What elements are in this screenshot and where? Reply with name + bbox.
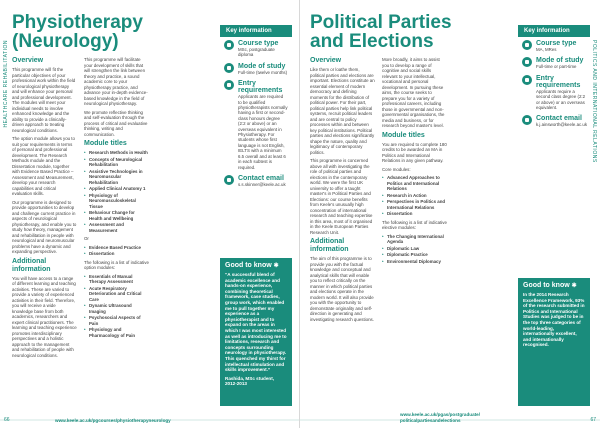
- module-intro: You are required to complete 180 credits to be awarded an MA in Politics and International Relations in any given pathway.: [382, 141, 447, 163]
- key-info-text: MSc, postgraduate diploma: [238, 47, 275, 58]
- module-item: • Evidence Based Practice: [84, 245, 149, 251]
- key-info-title: Mode of study: [536, 57, 584, 65]
- module-list: [84, 150, 149, 233]
- key-info-text: Applicants are required to be qualified physiotherapists normally having a first or second-class honours degree (2:2 or above) or an overseas equivalent in Physiotherapy. For students whose first language is not English, IELTS with a minimum 6.5 overall and at least 6 in each subtest is required.: [238, 94, 288, 170]
- title-line-2: and Elections: [310, 31, 434, 52]
- fact-text: In the 2014 Research Excellence Framework, 93% of the research submitted in Politics and International Studies was judged to be in the top three categories of world-leading, internationally excellent, and internationally recognised.: [523, 292, 585, 348]
- module-list-b: [84, 245, 149, 257]
- module-item: • Applied Clinical Anatomy 1: [84, 186, 149, 192]
- content-columns: [12, 57, 149, 361]
- entry-icon: [522, 75, 532, 85]
- key-info-item: [518, 72, 590, 113]
- page-number: 67: [590, 417, 596, 423]
- option-item: • Diplomatic Law: [382, 246, 447, 252]
- key-info-title: Entry requirements: [238, 80, 283, 95]
- module-item: • Behaviour Change for Health and Wellbeing: [84, 210, 149, 221]
- email-icon: [224, 175, 234, 185]
- or-label: Or: [84, 236, 89, 241]
- mode-icon: [522, 57, 532, 67]
- intro-paragraph: More broadly, it aims to assist you to develop a range of cognitive and social skills relevant to your intellectual, vocational and personal development. In pursuing these aims, the course seeks to prepare you for a variety of professional careers, including those in governmental and non-governmental organisations, the media and business, or for research beyond master's level.: [382, 57, 445, 128]
- key-info-item: [518, 37, 590, 54]
- key-info-title: Course type: [238, 40, 279, 47]
- key-information-header: Key information: [518, 25, 590, 37]
- page-title: [310, 13, 452, 51]
- module-item: • Concepts of Neurological Rehabilitation: [84, 157, 149, 168]
- page-number: 66: [4, 417, 10, 423]
- column-2: [84, 57, 149, 361]
- key-info-title: Contact email: [536, 115, 582, 123]
- module-list: [382, 175, 447, 217]
- additional-heading: Additional information: [310, 238, 349, 253]
- key-info-title: Entry requirements: [536, 74, 581, 89]
- key-info-text: MA, MRes: [536, 47, 557, 52]
- key-info-item: [220, 172, 292, 189]
- overview-paragraph: This programme is concerned above all with investigating the role of political parties and elections in the contemporary world. We were the first UK university to offer a taught master's in Political Parties and Elections: our course benefits from Keele's unusually high concentration of international research and teaching expertise in this area, most of it organised in the Keele European Parties Research Unit.: [310, 158, 373, 235]
- right-page: [300, 0, 600, 428]
- option-list: [382, 234, 447, 265]
- key-information-panel: [518, 25, 590, 130]
- page-title: [12, 13, 143, 51]
- module-note: The following is a list of indicative elective modules:: [382, 219, 447, 230]
- key-info-text: Applicants require a second class degree (2:2 or above) or an overseas equivalent.: [536, 88, 586, 111]
- option-item: • Diplomatic Practice: [382, 252, 447, 258]
- additional-paragraph: The aim of this programme is to provide you with the factual knowledge and conceptual and analytical skills that will enable you to reflect critically on the manner in which political parties and elections operate in the modern world. It will also provide you with the opportunity to demonstrate originality and self-direction in generating and investigating research questions.: [310, 256, 374, 322]
- overview-paragraph: Like them or loathe them, political parties and elections are important. Elections constitute an essential element of modern democracy and defining moments for the distribution of political power. For their part, political parties help link political systems, recruit political leaders and are central to policy processes within and between key political institutions. Political parties and elections significantly shape the nature, quality and legitimacy of contemporary politics.: [310, 67, 375, 155]
- good-to-know-box: [518, 278, 590, 406]
- module-item: • Assistive Technologies in Neuromuscular Rehabilitation: [84, 169, 149, 186]
- side-tab: POLITICS AND INTERNATIONAL RELATIONS: [591, 40, 597, 163]
- module-note: The following is a list of indicative option modules:: [84, 259, 149, 270]
- key-info-text: Full-time or part-time: [536, 64, 577, 70]
- additional-heading: Additional information: [12, 257, 51, 273]
- footer-url[interactable]: [400, 412, 480, 424]
- module-item: • Dissertation: [84, 251, 149, 257]
- module-heading: Module titles: [84, 140, 127, 147]
- key-information-header: Key information: [220, 25, 292, 37]
- module-item: • Research in Action: [382, 193, 447, 199]
- option-item: • Essentials of Manual Therapy Assessment: [84, 274, 149, 285]
- module-item: • Dissertation: [382, 211, 447, 217]
- key-information-panel: [220, 25, 292, 189]
- module-item: • Physiology of Neuromusculoskeletal Tissue: [84, 193, 149, 210]
- key-info-title: Contact email: [238, 174, 284, 182]
- module-heading: Module titles: [382, 131, 425, 139]
- course-type-icon: [224, 40, 234, 50]
- testimonial-quote: “A successful blend of academic excellence and hands-on experience, combining theoretical framework, case studies, group work, which enabled me to pull together my experience as a physiotherapist and to expand on the areas in which I was most interested as well as introducing me to limitations, research and concepts surrounding neurology in physiotherapy. This quenched my thirst for intellectual stimulation and skills improvement.”: [225, 272, 287, 373]
- key-info-item: [220, 37, 292, 60]
- footer-url-line-2: politicalpartiesandelections: [400, 418, 461, 423]
- contact-email-link[interactable]: k.j.ainsworth@keele.ac.uk: [536, 122, 588, 128]
- option-item: • Acute Respiratory Deterioration and Critical Care: [84, 286, 149, 303]
- key-info-text: Full-time (twelve months): [238, 69, 288, 75]
- overview-heading: Overview: [310, 57, 342, 64]
- core-label: Core modules:: [382, 166, 411, 172]
- intro-paragraph: This programme will facilitate your development of skills that will strengthen the link between theory and practice, a sound academic core to your physiotherapy practice, and advance your in-depth evidence-based knowledge in the field of neurological physiotherapy.: [84, 57, 148, 106]
- option-item: • Environmental Diplomacy: [382, 259, 447, 265]
- key-info-item: [220, 60, 292, 77]
- good-to-know-box: [220, 258, 292, 406]
- good-to-know-title: Good to know: [523, 282, 570, 289]
- module-item: • Perspectives in Politics and International Relations: [382, 199, 447, 210]
- column-1: [12, 57, 77, 361]
- key-info-item: [220, 77, 292, 172]
- footer-url-line-1: www.keele.ac.uk/pgas/postgraduate/: [400, 412, 480, 417]
- title-line-2: (Neurology): [12, 31, 119, 52]
- column-2: [382, 57, 447, 325]
- overview-heading: Overview: [12, 57, 44, 64]
- overview-paragraph: Our programme is designed to provide opportunities to develop and challenge current practice in aspects of neurological physiotherapy, and enable you to study how theory, management and rehabilitation in people with neurological and neuromuscular problems have a dynamic and expanding perspective.: [12, 199, 77, 254]
- entry-icon: [224, 80, 234, 90]
- email-icon: [522, 115, 532, 125]
- option-item: • Psychosocial Aspects of Pain: [84, 315, 149, 326]
- additional-paragraph: You will have access to a range of different learning and teaching activities. These are varied to provide a variety of experienced activities in their field. Therefore, you will receive a wide knowledge base from both academics, researchers and expert clinical practitioners. The learning and teaching experience promotes interdisciplinary perspectives and a holistic approach to the management and rehabilitation of people with neurological conditions.: [12, 275, 77, 358]
- key-info-title: Mode of study: [238, 62, 286, 70]
- key-info-item: [518, 54, 590, 71]
- side-tab: HEALTHCARE REHABILITATION: [3, 40, 9, 128]
- title-line-1: Political Parties: [310, 12, 452, 33]
- option-item: • Dynamic Ultrasound Imaging: [84, 303, 149, 314]
- mode-icon: [224, 63, 234, 73]
- good-to-know-title: Good to know: [225, 262, 272, 269]
- module-item: • Advanced Approaches to Politics and International Relations: [382, 175, 447, 192]
- module-item: • Assessment and Measurement: [84, 222, 149, 233]
- testimonial-attribution: Rashida, MSc student, 2012-2013: [225, 375, 275, 387]
- footer-url[interactable]: www.keele.ac.uk/pgcourses/physiotherapyneurology: [55, 418, 171, 423]
- overview-paragraph: This programme will fit the particular objectives of your professional work within the field of neurological physiotherapy and will enhance your personal and professional development. The modules will meet your individual needs to involve enhanced knowledge and the ability to provide a clinically-driven approach to treating neurological conditions.: [12, 67, 76, 133]
- content-columns: [310, 57, 447, 325]
- option-item: • The Changing International Agenda: [382, 234, 447, 245]
- overview-paragraph: The option module allows you to suit your requirements in terms of personal and professional development. The Research Methods module and the Dissertation module, together with Evidence Based Practice – Assessment and Measurement, develop your research capabilities and critical evaluation skills.: [12, 136, 75, 196]
- key-info-title: Course type: [536, 40, 577, 47]
- star-icon: ✱: [273, 263, 279, 269]
- key-info-item: [518, 112, 590, 129]
- contact-email-link[interactable]: s.s.skinner@keele.ac.uk: [238, 181, 286, 187]
- star-icon: ✱: [571, 283, 577, 289]
- course-type-icon: [522, 40, 532, 50]
- option-item: • Physiology and Pharmacology of Pain: [84, 327, 149, 338]
- intro-paragraph: We promote reflective thinking and self-evaluation through the process of critical and evaluative thinking, writing and communication.: [84, 109, 148, 137]
- module-item: • Research Methods in Health: [84, 150, 149, 156]
- option-list: [84, 274, 149, 339]
- column-1: [310, 57, 375, 325]
- title-line-1: Physiotherapy: [12, 12, 143, 33]
